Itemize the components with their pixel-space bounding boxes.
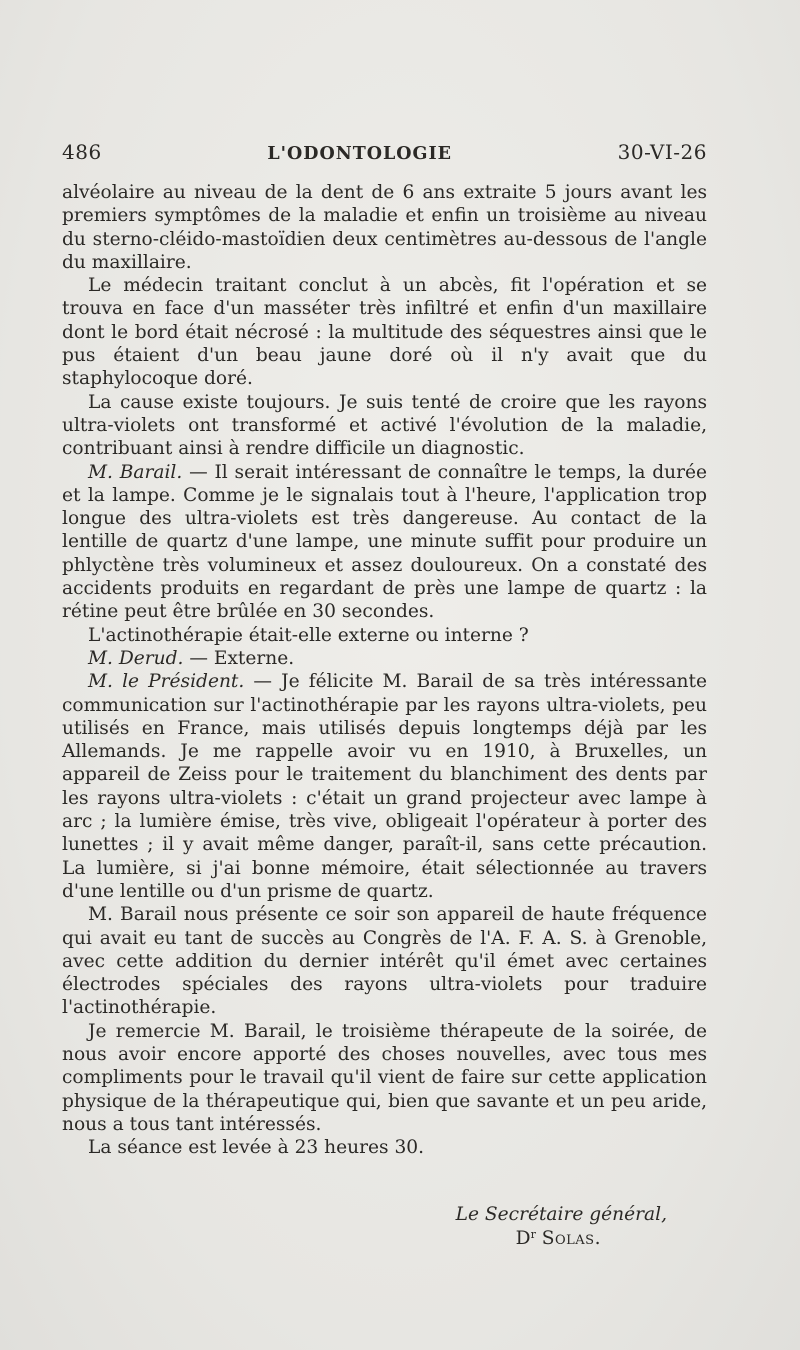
paragraph-5: L'actinothérapie était-elle externe ou interne ? [88, 624, 529, 646]
paragraph-7: M. le Président. — Je félicite M. Barail de sa très intéressante communication sur l'actinothérapie par les rayons ultra-violets, peu utilisés en France, mais utilisés depuis longtemps déjà par les Allemands. Je me rappelle avoir vu en 1910, à Bruxelles, un appareil de Zeiss pour le traitement du blanchiment des dents par les rayons ultra-violets : c'était un grand projecteur avec lampe à arc ; la lumière émise, très vive, obligeait l'opérateur à porter des lunettes ; il y avait même danger, paraît-il, sans cette précaution. La lumière, si j'ai bonne mémoire, était sélectionnée au travers d'une lentille ou d'un prisme de quartz. [62, 671, 707, 902]
page-number: 486 [62, 140, 102, 164]
speaker-name: M. le Président. [88, 671, 245, 693]
signature-block [62, 1203, 707, 1251]
paragraph-8: M. Barail nous présente ce soir son appareil de haute fréquence qui avait eu tant de succès au Congrès de l'A. F. A. S. à Grenoble, avec cette addition du dernier intérêt qu'il émet avec certaines électrodes spéciales des rayons ultra-violets pour traduire l'actinothérapie. [62, 904, 707, 1019]
speaker-name: M. Barail. [88, 461, 183, 483]
signature-name: $D^r$ Solas. [515, 1228, 601, 1249]
paragraph-6: M. Derud. — Externe. [88, 647, 295, 669]
journal-title: L'ODONTOLOGIE [267, 144, 452, 164]
paragraph-1: alvéolaire au niveau de la dent de 6 ans extraite 5 jours avant les premiers symptômes de la maladie et enfin un troisième au niveau du sterno-cléido-mastoïdien deux centimètres au-dessous de l'angle du maxillaire. [62, 182, 707, 273]
paragraph-10: La séance est levée à 23 heures 30. [88, 1137, 425, 1159]
paragraph-2: Le médecin traitant conclut à un abcès, fit l'opération et se trouva en face d'un masséter très infiltré et enfin d'un maxillaire dont le bord était nécrosé : la multitude des séquestres ainsi que le pus étaient d'un beau jaune doré où il n'y avait que du staphylocoque doré. [62, 275, 707, 390]
issue-date: 30-VI-26 [617, 140, 707, 164]
paragraph-4: M. Barail. — Il serait intéressant de connaître le temps, la durée et la lampe. Comme je le signalais tout à l'heure, l'application trop longue des ultra-violets est très dangereuse. Au contact de la lentille de quartz d'une lampe, une minute suffit pour produire un phlyctène très volumineux et assez douloureux. On a constaté des accidents produits en regardant de près une lampe de quartz : la rétine peut être brûlée en 30 secondes. [62, 461, 708, 623]
speaker-name: M. Derud. [88, 647, 184, 669]
signature-role: Le Secrétaire général, [455, 1204, 667, 1225]
body-text [62, 181, 707, 1159]
running-header [62, 140, 707, 164]
paragraph-9: Je remercie M. Barail, le troisième thérapeute de la soirée, de nous avoir encore apporté des choses nouvelles, avec tous mes compliments pour le travail qu'il vient de faire sur cette application physique de la thérapeutique qui, bien que savante et un peu aride, nous a tous tant intéressés. [62, 1020, 707, 1135]
paragraph-3: La cause existe toujours. Je suis tenté de croire que les rayons ultra-violets ont transformé et activé l'évolution de la maladie, contribuant ainsi à rendre difficile un diagnostic. [62, 391, 707, 460]
